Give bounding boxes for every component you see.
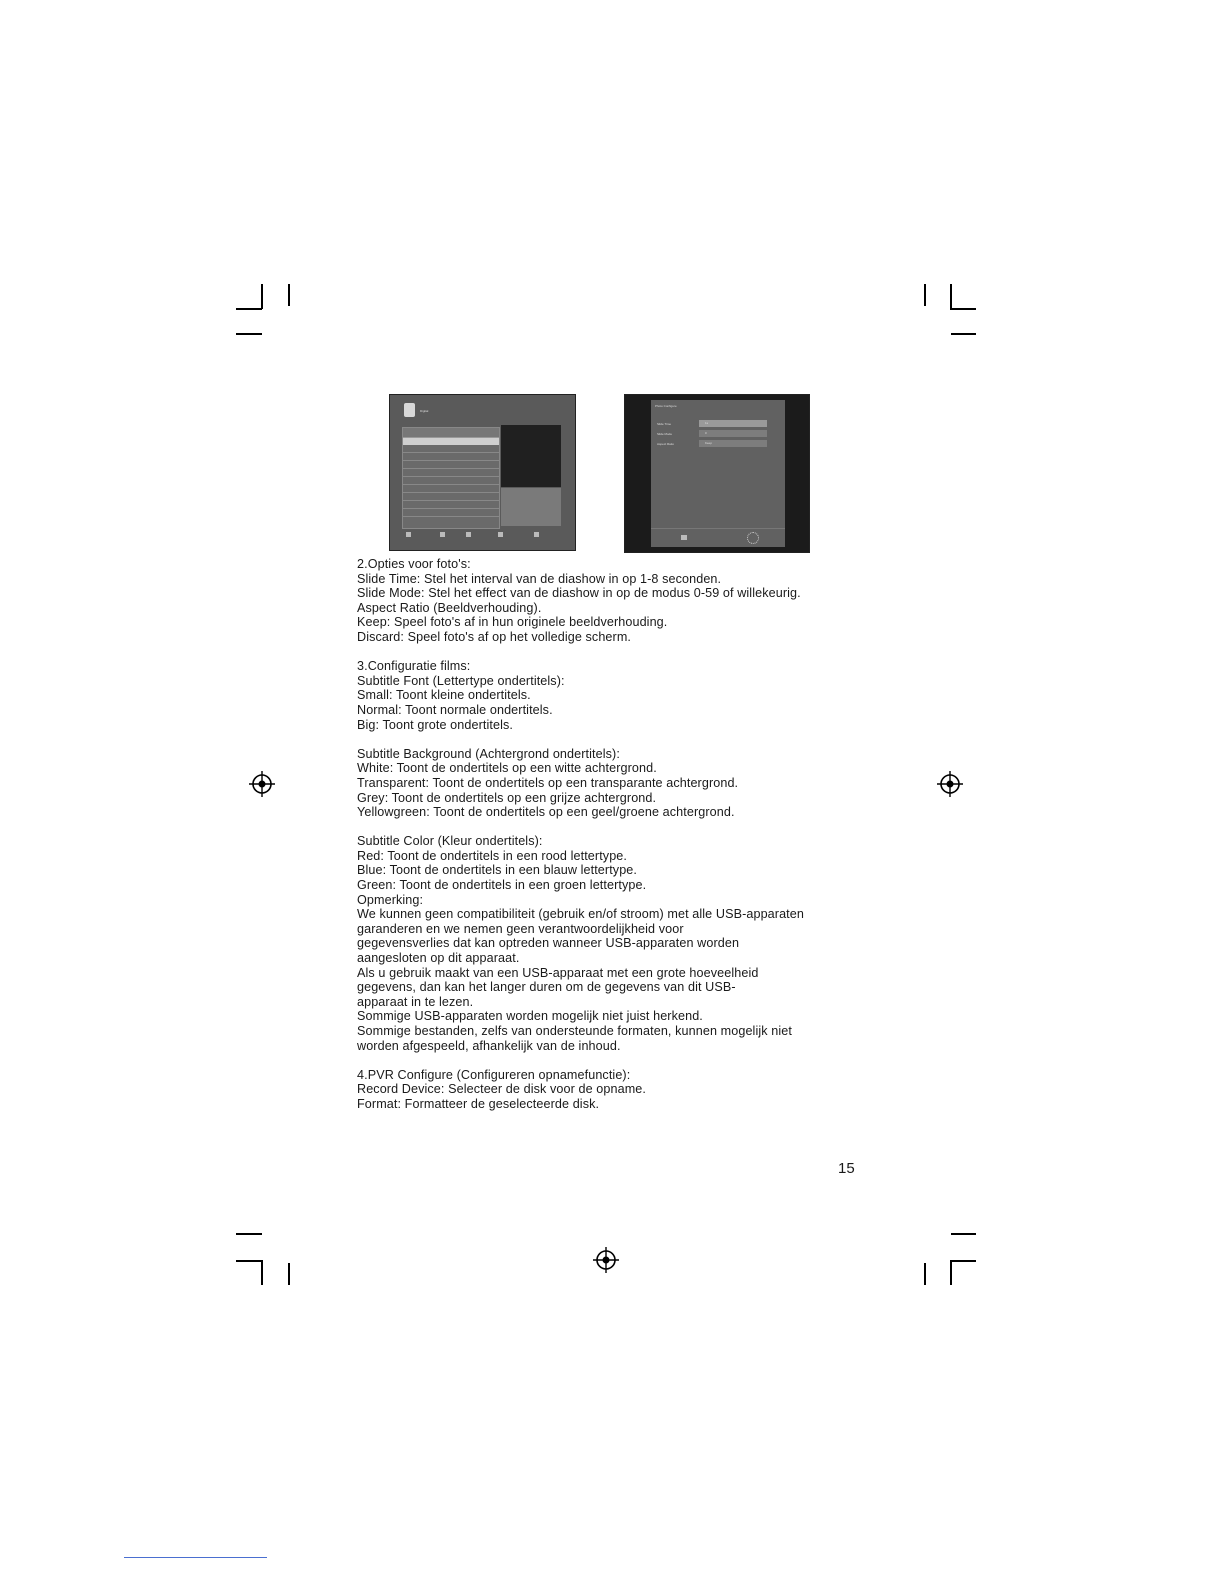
configure-panel: [651, 400, 785, 547]
text-line: Grey: Toont de ondertitels op een grijze achtergrond.: [357, 790, 657, 805]
crop-mark: [950, 284, 952, 309]
aspect-ratio-label: Aspect Ratio: [657, 442, 675, 446]
text-line: Subtitle Background (Achtergrond ondertitels):: [357, 746, 620, 761]
paragraph-gap: [357, 645, 867, 660]
crop-mark: [261, 284, 263, 309]
text-line: gegevensverlies dat kan optreden wanneer USB-apparaten worden: [357, 936, 740, 951]
crop-mark: [924, 1263, 926, 1285]
slide-time-label: Slide Time: [657, 422, 672, 426]
text-line: 4.PVR Configure (Configureren opnamefunctie):: [357, 1067, 631, 1082]
screen-title: Digital: [420, 409, 429, 413]
text-line: Discard: Speel foto's af op het volledige scherm.: [357, 629, 632, 644]
crop-mark: [261, 1260, 263, 1285]
aspect-ratio-field[interactable]: Keep: [699, 440, 767, 447]
crop-mark: [950, 1260, 952, 1285]
slide-mode-label: Slide Mode: [657, 432, 673, 436]
crop-mark: [236, 333, 262, 335]
crop-mark: [924, 284, 926, 306]
navigation-arrows-icon: [747, 532, 759, 544]
crop-mark: [288, 284, 290, 306]
text-line: Slide Time: Stel het interval van de diashow in op 1-8 seconden.: [357, 571, 722, 586]
text-line: Green: Toont de ondertitels in een groen lettertype.: [357, 878, 647, 893]
text-line: Aspect Ratio (Beeldverhouding).: [357, 600, 542, 615]
text-line: gegevens, dan kan het langer duren om de gegevens van dit USB-: [357, 980, 736, 995]
info-pane: [501, 488, 561, 526]
file-list: [402, 427, 500, 529]
photo-browser-screenshot: [389, 394, 576, 551]
menu-key-icon: [681, 535, 687, 540]
text-line: 3.Configuratie films:: [357, 659, 471, 674]
crop-mark: [288, 1263, 290, 1285]
crop-mark: [951, 333, 976, 335]
text-line: 2.Opties voor foto's:: [357, 557, 471, 571]
preview-pane: [501, 425, 561, 487]
text-line: Als u gebruik maakt van een USB-apparaat met een grote hoeveelheid: [357, 965, 759, 980]
crop-mark: [950, 308, 976, 310]
text-line: worden afgespeeld, afhankelijk van de inhoud.: [357, 1038, 621, 1053]
text-line: Subtitle Font (Lettertype ondertitels):: [357, 673, 565, 688]
text-line: Normal: Toont normale ondertitels.: [357, 702, 553, 717]
text-line: aangesloten op dit apparaat.: [357, 951, 520, 966]
slide-mode-field[interactable]: 0: [699, 430, 767, 437]
body-text: [357, 557, 867, 1112]
key-hint-bar: [400, 531, 565, 539]
text-line: We kunnen geen compatibiliteit (gebruik en/of stroom) met alle USB-apparaten: [357, 907, 804, 922]
text-line: White: Toont de ondertitels op een witte achtergrond.: [357, 761, 657, 776]
crop-mark: [951, 1233, 976, 1235]
crop-mark: [236, 1233, 262, 1235]
folder-icon: [404, 403, 415, 417]
text-line: Big: Toont grote ondertitels.: [357, 717, 513, 732]
text-line: Blue: Toont de ondertitels in een blauw lettertype.: [357, 863, 638, 878]
text-line: Sommige USB-apparaten worden mogelijk niet juist herkend.: [357, 1009, 703, 1024]
text-line: garanderen en we nemen geen verantwoordelijkheid voor: [357, 921, 684, 936]
text-line: Format: Formatteer de geselecteerde disk.: [357, 1096, 600, 1111]
paragraph-gap: [357, 732, 867, 747]
text-line: Red: Toont de ondertitels in een rood lettertype.: [357, 848, 628, 863]
slide-time-field[interactable]: 1s: [699, 420, 767, 427]
registration-mark-icon: [593, 1247, 619, 1273]
panel-title: Photo Configure: [655, 404, 677, 408]
text-line: Sommige bestanden, zelfs van ondersteunde formaten, kunnen mogelijk niet: [357, 1024, 792, 1038]
page-number: 15: [838, 1160, 855, 1177]
crop-mark: [950, 1260, 976, 1262]
text-line: Record Device: Selecteer de disk voor de opname.: [357, 1082, 647, 1097]
text-line: Subtitle Color (Kleur ondertitels):: [357, 834, 543, 849]
crop-mark: [236, 1260, 262, 1262]
text-line: apparaat in te lezen.: [357, 994, 474, 1009]
text-line: Small: Toont kleine ondertitels.: [357, 688, 531, 703]
paragraph-gap: [357, 1053, 867, 1068]
crop-mark: [236, 308, 262, 310]
text-line: Slide Mode: Stel het effect van de diashow in op de modus 0-59 of willekeurig.: [357, 586, 801, 601]
paragraph-gap: [357, 820, 867, 835]
footer-rule: [124, 1557, 267, 1558]
text-line: Opmerking:: [357, 892, 424, 907]
registration-mark-icon: [937, 771, 963, 797]
text-line: Keep: Speel foto's af in hun originele beeldverhouding.: [357, 615, 668, 630]
text-line: Transparent: Toont de ondertitels op een transparante achtergrond.: [357, 775, 739, 790]
photo-configure-screenshot: [624, 394, 810, 553]
text-line: Yellowgreen: Toont de ondertitels op een geel/groene achtergrond.: [357, 805, 735, 820]
registration-mark-icon: [249, 771, 275, 797]
